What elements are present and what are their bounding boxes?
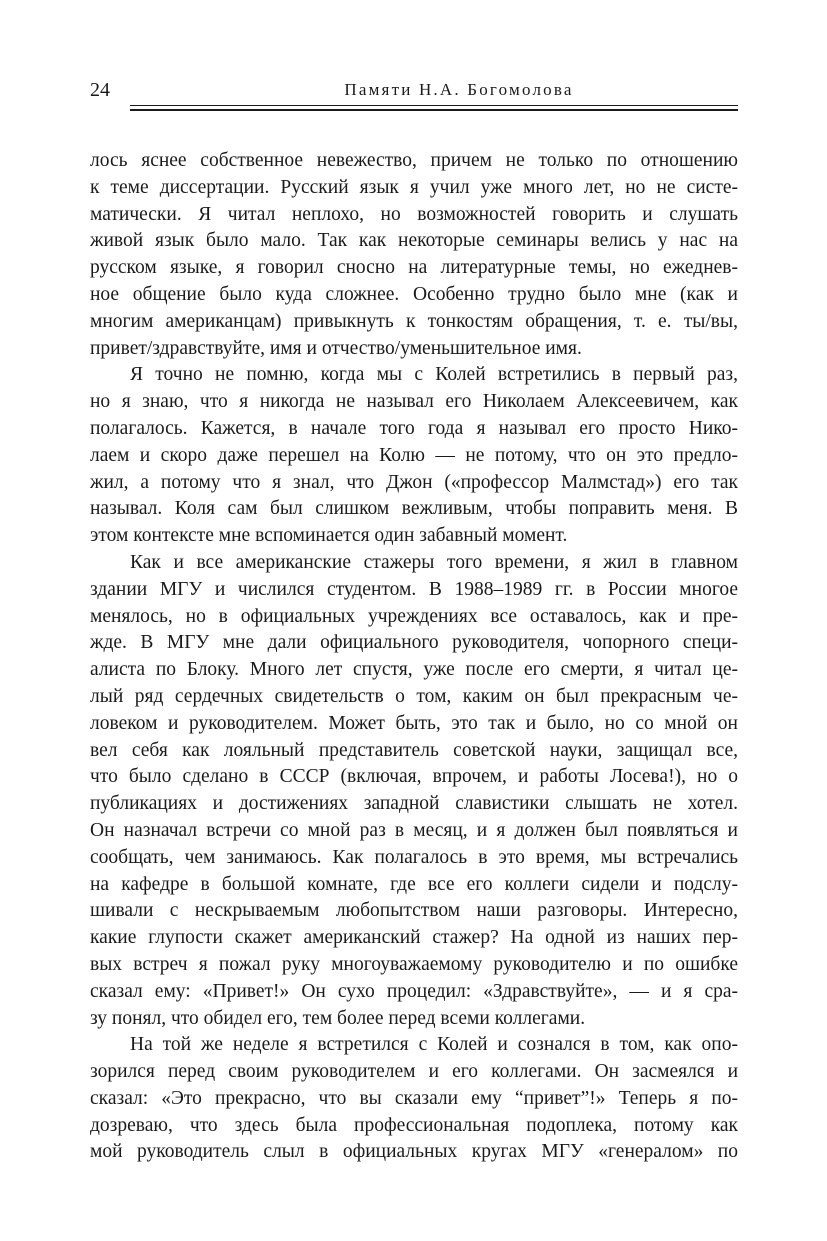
text-line: шивали с нескрываемым любопытством наши разговоры. Интересно, xyxy=(90,900,738,922)
text-line: дозреваю, что здесь была профессиональная подоплека, потому как xyxy=(90,1114,738,1136)
text-line: публикациях и достижениях западной славистики слышать не хотел. xyxy=(90,793,738,815)
text-line: привет/здравствуйте, имя и отчество/уменьшительное имя. xyxy=(90,337,582,359)
text-line: называл. Коля сам был слишком вежливым, чтобы поправить меня. В xyxy=(90,498,738,520)
header-rule-thin xyxy=(130,105,738,106)
text-line: но я знаю, что я никогда не называл его Николаем Алексеевичем, как xyxy=(90,391,738,413)
text-line: зу понял, что обидел его, тем более перед всеми коллегами. xyxy=(90,1007,586,1029)
paragraph xyxy=(90,148,738,362)
text-line: жде. В МГУ мне дали официального руководителя, чопорного специ- xyxy=(90,632,738,654)
page-number: 24 xyxy=(90,79,110,101)
paragraph xyxy=(90,550,738,1032)
text-line: ловеком и руководителем. Может быть, это так и было, но со мной он xyxy=(90,712,738,734)
text-line: лый ряд сердечных свидетельств о том, каким он был прекрасным че- xyxy=(90,685,738,707)
paragraph xyxy=(90,362,738,550)
text-line: многим американцам) привыкнуть к тонкостям обращения, т. е. ты/вы, xyxy=(90,310,738,332)
page-header xyxy=(90,78,738,102)
text-line: жил, а потому что я знал, что Джон («профессор Малмстад») его так xyxy=(90,471,738,493)
text-line: мой руководитель слыл в официальных кругах МГУ «генералом» по xyxy=(90,1141,738,1163)
text-line: русском языке, я говорил сносно на литературные темы, но ежеднев- xyxy=(90,257,738,279)
text-line: Он назначал встречи со мной раз в месяц, и я должен был появляться и xyxy=(90,819,738,841)
text-line: Как и все американские стажеры того времени, я жил в главном xyxy=(130,551,738,573)
text-line: сказал ему: «Привет!» Он сухо процедил: «Здравствуйте», — и я сра- xyxy=(90,980,738,1002)
text-line: какие глупости скажет американский стажер? На одной из наших пер- xyxy=(90,927,738,949)
text-line: на кафедре в большой комнате, где все его коллеги сидели и подслу- xyxy=(90,873,738,895)
text-line: лось яснее собственное невежество, причем не только по отношению xyxy=(90,150,738,171)
header-rule-thick xyxy=(130,109,738,111)
text-line: лаем и скоро даже перешел на Колю — не потому, что он это предло- xyxy=(90,444,738,466)
text-line: полагалось. Кажется, в начале того года я называл его просто Нико- xyxy=(90,417,738,439)
text-line: что было сделано в СССР (включая, впрочем, и работы Лосева!), но о xyxy=(90,766,738,788)
text-line: На той же неделе я встретился с Колей и сознался в том, как опо- xyxy=(130,1034,738,1056)
text-line: алиста по Блоку. Много лет спустя, уже после его смерти, я читал це- xyxy=(90,659,738,681)
text-line: вых встреч я пожал руку многоуважаемому руководителю и по ошибке xyxy=(90,953,738,975)
text-line: Я точно не помню, когда мы с Колей встретились в первый раз, xyxy=(130,364,738,386)
text-line: к теме диссертации. Русский язык я учил уже много лет, но не систе- xyxy=(90,176,738,198)
text-line: матически. Я читал неплохо, но возможностей говорить и слушать xyxy=(90,203,738,225)
text-line: живой язык было мало. Так как некоторые семинары велись у нас на xyxy=(90,230,738,252)
text-line: сказал: «Это прекрасно, что вы сказали ему “привет”!» Теперь я по- xyxy=(90,1087,738,1109)
text-line: вел себя как лояльный представитель советской науки, защищал все, xyxy=(90,739,738,761)
running-title: Памяти Н.А. Богомолова xyxy=(344,80,574,99)
text-line: ное общение было куда сложнее. Особенно трудно было мне (как и xyxy=(90,283,738,305)
text-line: здании МГУ и числился студентом. В 1988–1989 гг. в России многое xyxy=(90,578,738,600)
text-line: этом контексте мне вспоминается один забавный момент. xyxy=(90,525,568,547)
text-line: сообщать, чем занимаюсь. Как полагалось в это время, мы встречались xyxy=(90,846,738,868)
paragraph xyxy=(90,1032,738,1166)
body-text xyxy=(90,148,738,1166)
text-line: менялось, но в официальных учреждениях все оставалось, как и пре- xyxy=(90,605,738,627)
text-line: зорился перед своим руководителем и его коллегами. Он засмеялся и xyxy=(90,1061,738,1083)
